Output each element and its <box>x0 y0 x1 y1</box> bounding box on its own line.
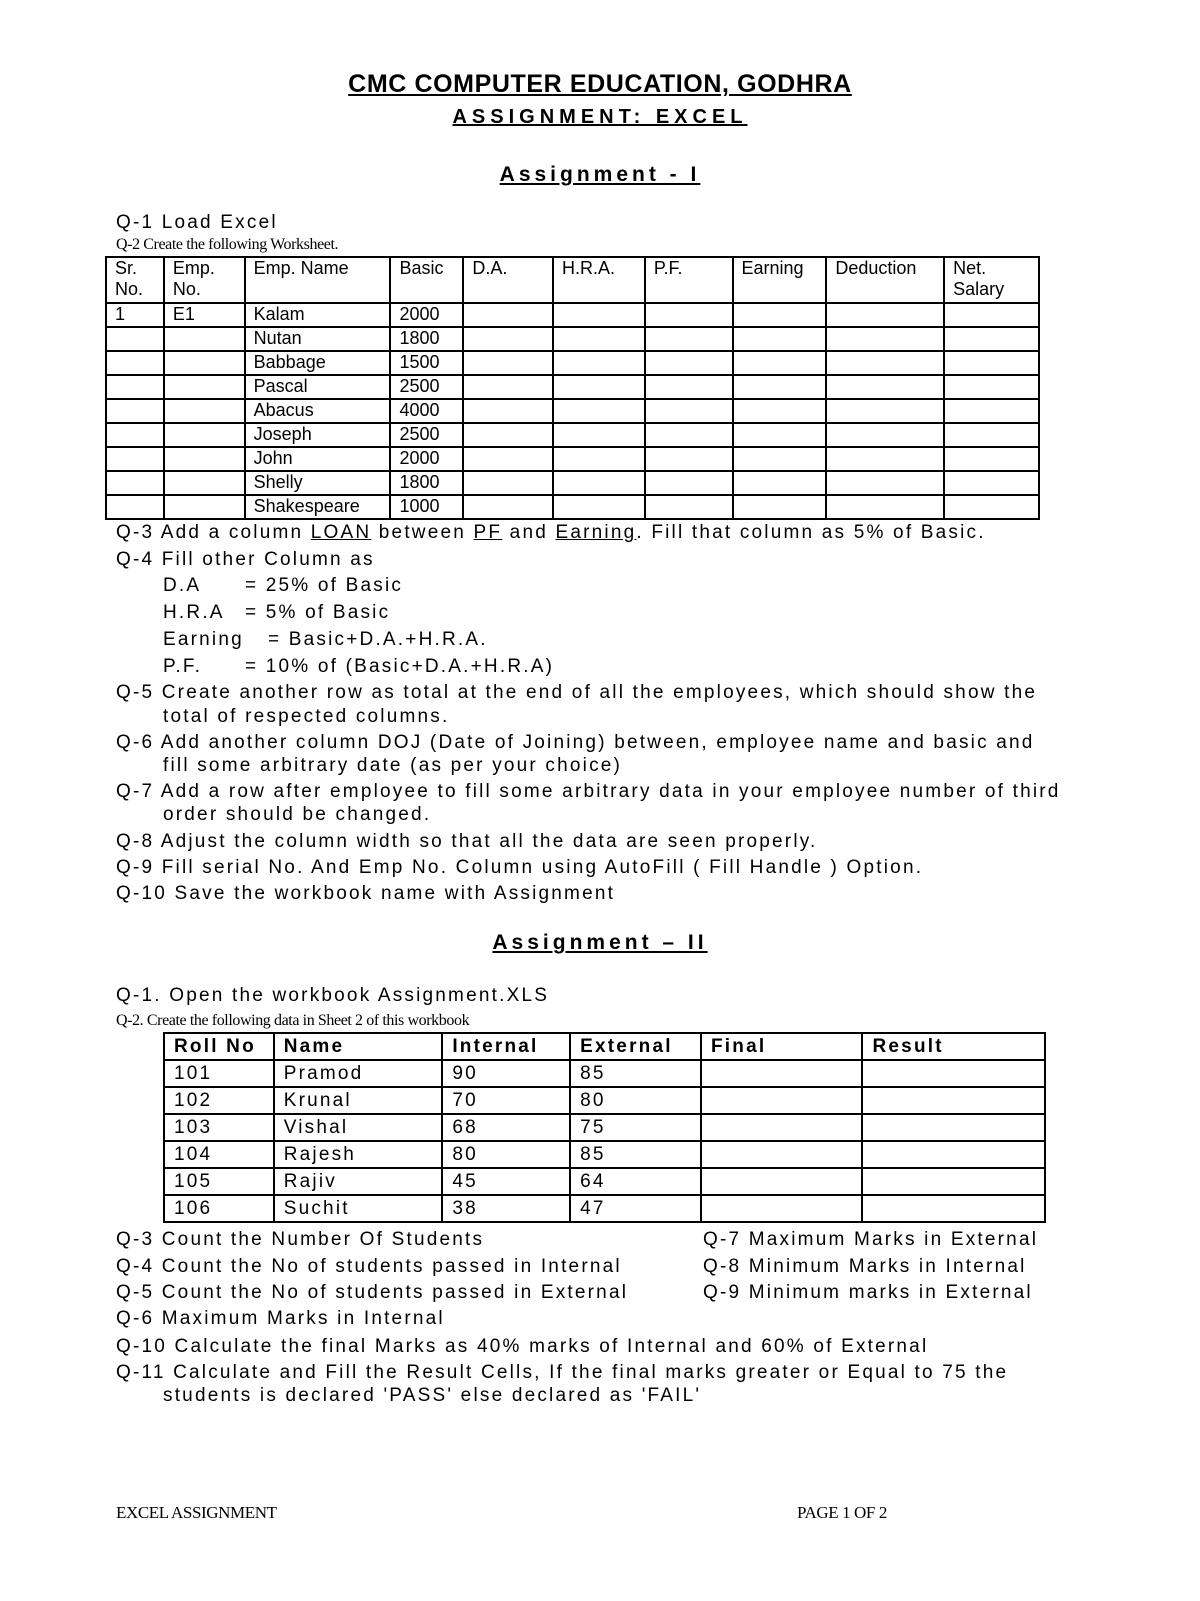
table-cell <box>944 399 1039 423</box>
a2-question-7: Q-7 Maximum Marks in External <box>703 1229 1039 1250</box>
a1-question-5-cont: total of respected columns. <box>163 706 450 727</box>
table-cell <box>553 447 645 471</box>
loan-term: LOAN <box>310 522 372 543</box>
table-cell <box>106 471 164 495</box>
column-header-line: No. <box>115 279 144 299</box>
table-cell: Pramod <box>274 1060 443 1087</box>
table-cell <box>944 423 1039 447</box>
document-subtitle: ASSIGNMENT: EXCEL <box>452 106 748 128</box>
table-cell: E1 <box>164 303 245 327</box>
table-header-row <box>106 257 1039 303</box>
table-cell <box>826 327 944 351</box>
table-cell: 85 <box>570 1060 701 1087</box>
a2-question-8: Q-8 Minimum Marks in Internal <box>703 1256 1027 1277</box>
table-cell <box>826 303 944 327</box>
table-cell: 2000 <box>390 447 463 471</box>
table-cell <box>733 399 827 423</box>
table-cell: 1 <box>106 303 164 327</box>
table-cell <box>701 1168 863 1195</box>
formula-earning-value: = Basic+D.A.+H.R.A. <box>268 629 488 650</box>
column-header-line: Emp. Name <box>253 258 349 278</box>
table-cell <box>944 351 1039 375</box>
column-header <box>826 257 944 303</box>
table-cell <box>645 495 733 519</box>
table-cell <box>733 495 827 519</box>
table-cell <box>944 375 1039 399</box>
table-cell <box>826 351 944 375</box>
table-cell: 1000 <box>390 495 463 519</box>
column-header-line: P.F. <box>653 258 683 278</box>
table-cell: 4000 <box>390 399 463 423</box>
a2-question-6: Q-6 Maximum Marks in Internal <box>116 1308 445 1329</box>
table-cell <box>463 399 553 423</box>
table-cell: 1800 <box>390 471 463 495</box>
table-cell: 104 <box>164 1141 274 1168</box>
table-cell <box>463 303 553 327</box>
table-row <box>106 327 1039 351</box>
table-cell <box>164 399 245 423</box>
table-row <box>106 423 1039 447</box>
table-cell <box>944 495 1039 519</box>
a1-question-6: Q-6 Add another column DOJ (Date of Joining) between, employee name and basic and <box>116 732 1035 753</box>
column-header <box>944 257 1039 303</box>
table-cell <box>553 351 645 375</box>
table-cell: 45 <box>442 1168 570 1195</box>
column-header: External <box>570 1033 701 1060</box>
table-cell <box>553 423 645 447</box>
table-cell: John <box>245 447 391 471</box>
table-cell <box>733 471 827 495</box>
table-cell: 47 <box>570 1195 701 1222</box>
column-header-line: D.A. <box>472 258 508 278</box>
a2-question-5: Q-5 Count the No of students passed in External <box>116 1282 629 1303</box>
table-cell <box>944 471 1039 495</box>
table-cell: 106 <box>164 1195 274 1222</box>
table-cell <box>106 399 164 423</box>
a1-question-9: Q-9 Fill serial No. And Emp No. Column using AutoFill ( Fill Handle ) Option. <box>116 857 924 878</box>
table-cell <box>164 471 245 495</box>
table-cell <box>862 1087 1045 1114</box>
formula-pf-value: = 10% of (Basic+D.A.+H.R.A) <box>245 656 555 677</box>
column-header <box>463 257 553 303</box>
table-cell <box>645 303 733 327</box>
a1-question-1: Q-1 Load Excel <box>116 212 278 233</box>
table-cell: 64 <box>570 1168 701 1195</box>
table-row <box>164 1060 1045 1087</box>
table-cell <box>553 375 645 399</box>
table-cell <box>701 1141 863 1168</box>
table-cell <box>164 375 245 399</box>
table-cell <box>645 471 733 495</box>
table-cell <box>944 303 1039 327</box>
table-cell: Babbage <box>245 351 391 375</box>
table-cell: 103 <box>164 1114 274 1141</box>
assignment-2-heading: Assignment – II <box>492 931 708 954</box>
pf-term: PF <box>473 522 503 543</box>
column-header-line: Emp. <box>172 258 215 278</box>
table-cell: Nutan <box>245 327 391 351</box>
table-row <box>164 1168 1045 1195</box>
table-cell <box>645 351 733 375</box>
table-cell <box>553 495 645 519</box>
a1-question-10: Q-10 Save the workbook name with Assignment <box>116 883 616 904</box>
table-row <box>106 399 1039 423</box>
table-cell <box>106 447 164 471</box>
column-header-line: Basic <box>399 258 444 278</box>
column-header: Final <box>701 1033 863 1060</box>
table-cell: 70 <box>442 1087 570 1114</box>
table-cell <box>553 303 645 327</box>
formula-hra-label: H.R.A <box>163 602 225 623</box>
table-cell: Suchit <box>274 1195 443 1222</box>
table-cell: Shelly <box>245 471 391 495</box>
table-cell <box>701 1195 863 1222</box>
table-cell <box>106 423 164 447</box>
table-cell: Abacus <box>245 399 391 423</box>
table-cell <box>164 447 245 471</box>
table-cell <box>645 447 733 471</box>
table-cell <box>553 327 645 351</box>
table-cell <box>701 1060 863 1087</box>
formula-da-value: = 25% of Basic <box>245 575 404 596</box>
column-header-line: Net. <box>953 258 987 278</box>
column-header <box>645 257 733 303</box>
a1-question-2: Q-2 Create the following Worksheet. <box>116 236 339 253</box>
a2-question-2: Q-2. Create the following data in Sheet 2 of this workbook <box>116 1012 470 1029</box>
column-header: Roll No <box>164 1033 274 1060</box>
table-header-row <box>164 1033 1045 1060</box>
column-header-line: H.R.A. <box>562 258 616 278</box>
table-cell <box>862 1195 1045 1222</box>
table-cell <box>862 1168 1045 1195</box>
footer-page-number: PAGE 1 OF 2 <box>797 1503 887 1522</box>
column-header-line: Earning <box>741 258 804 278</box>
column-header: Name <box>274 1033 443 1060</box>
table-cell <box>463 375 553 399</box>
a2-question-3: Q-3 Count the Number Of Students <box>116 1229 485 1250</box>
table-cell <box>701 1087 863 1114</box>
column-header <box>164 257 245 303</box>
formula-hra-value: = 5% of Basic <box>245 602 391 623</box>
table-cell <box>733 375 827 399</box>
column-header <box>390 257 463 303</box>
a2-question-9: Q-9 Minimum marks in External <box>703 1282 1033 1303</box>
table-cell <box>106 327 164 351</box>
column-header-line: No. <box>172 279 201 299</box>
table-row <box>106 495 1039 519</box>
table-cell <box>645 423 733 447</box>
table-cell <box>944 327 1039 351</box>
a1-question-3: Q-3 Add a column LOAN between PF and Earning. Fill that column as 5% of Basic. <box>116 522 986 543</box>
table-row <box>164 1087 1045 1114</box>
table-cell <box>463 327 553 351</box>
column-header-line: Salary <box>953 279 1005 299</box>
table-cell <box>862 1141 1045 1168</box>
table-cell: 101 <box>164 1060 274 1087</box>
a1-question-4: Q-4 Fill other Column as <box>116 549 375 570</box>
document-title: CMC COMPUTER EDUCATION, GODHRA <box>348 70 852 98</box>
table-cell: 1500 <box>390 351 463 375</box>
table-cell: 38 <box>442 1195 570 1222</box>
a1-question-7: Q-7 Add a row after employee to fill some arbitrary data in your employee number of third <box>116 781 1061 802</box>
table-row <box>106 471 1039 495</box>
table-cell: Kalam <box>245 303 391 327</box>
table-cell: Pascal <box>245 375 391 399</box>
table-cell <box>553 471 645 495</box>
table-cell <box>826 375 944 399</box>
table-cell <box>164 423 245 447</box>
table-cell: 80 <box>570 1087 701 1114</box>
table-cell <box>826 423 944 447</box>
table-cell: Krunal <box>274 1087 443 1114</box>
table-cell: 2500 <box>390 375 463 399</box>
column-header-line: Deduction <box>835 258 917 278</box>
table-cell: 75 <box>570 1114 701 1141</box>
table-cell <box>733 303 827 327</box>
table-row <box>106 375 1039 399</box>
a1-question-6-cont: fill some arbitrary date (as per your choice) <box>163 755 623 776</box>
table-cell <box>826 471 944 495</box>
table-cell: 80 <box>442 1141 570 1168</box>
table-cell: Rajesh <box>274 1141 443 1168</box>
table-row <box>106 447 1039 471</box>
a1-question-7-cont: order should be changed. <box>163 804 432 825</box>
table-cell <box>463 447 553 471</box>
table-cell <box>701 1114 863 1141</box>
table-cell <box>164 495 245 519</box>
table-cell <box>645 375 733 399</box>
column-header: Result <box>862 1033 1045 1060</box>
table-cell: 85 <box>570 1141 701 1168</box>
table-cell <box>463 351 553 375</box>
table-cell <box>733 423 827 447</box>
table-cell: 2000 <box>390 303 463 327</box>
table-cell <box>826 447 944 471</box>
column-header <box>733 257 827 303</box>
column-header-line: Sr. <box>115 258 138 278</box>
table-row <box>164 1141 1045 1168</box>
table-cell <box>106 495 164 519</box>
table-cell <box>106 375 164 399</box>
a2-question-1: Q-1. Open the workbook Assignment.XLS <box>116 985 550 1006</box>
a2-question-4: Q-4 Count the No of students passed in Internal <box>116 1256 622 1277</box>
table-cell <box>463 495 553 519</box>
table-cell <box>862 1114 1045 1141</box>
a1-question-5: Q-5 Create another row as total at the end of all the employees, which should show the <box>116 682 1038 703</box>
table-cell <box>106 351 164 375</box>
table-cell <box>645 327 733 351</box>
table-cell <box>164 327 245 351</box>
column-header <box>106 257 164 303</box>
column-header <box>553 257 645 303</box>
table-cell: Vishal <box>274 1114 443 1141</box>
formula-earning-label: Earning <box>163 629 244 650</box>
table-cell <box>733 447 827 471</box>
table-cell: Joseph <box>245 423 391 447</box>
table-cell <box>733 351 827 375</box>
student-marks-table <box>163 1032 1046 1223</box>
a2-question-11: Q-11 Calculate and Fill the Result Cells, If the final marks greater or Equal to 75 the <box>116 1362 1009 1383</box>
table-cell: 102 <box>164 1087 274 1114</box>
a2-question-11-cont: students is declared 'PASS' else declared as 'FAIL' <box>163 1385 702 1406</box>
assignment-1-heading: Assignment - I <box>499 163 701 186</box>
table-cell <box>164 351 245 375</box>
table-cell <box>553 399 645 423</box>
column-header <box>245 257 391 303</box>
table-cell: Rajiv <box>274 1168 443 1195</box>
table-cell: 105 <box>164 1168 274 1195</box>
table-cell: 90 <box>442 1060 570 1087</box>
table-row <box>106 351 1039 375</box>
column-header: Internal <box>442 1033 570 1060</box>
table-cell: 68 <box>442 1114 570 1141</box>
table-cell <box>944 447 1039 471</box>
formula-pf-label: P.F. <box>163 656 203 677</box>
footer-left: EXCEL ASSIGNMENT <box>116 1503 277 1522</box>
earning-term: Earning <box>555 522 637 543</box>
table-cell: Shakespeare <box>245 495 391 519</box>
table-cell <box>826 399 944 423</box>
table-row <box>106 303 1039 327</box>
table-cell <box>463 423 553 447</box>
employee-salary-table <box>105 256 1040 520</box>
a2-question-10: Q-10 Calculate the final Marks as 40% marks of Internal and 60% of External <box>116 1336 929 1357</box>
table-cell: 2500 <box>390 423 463 447</box>
table-cell <box>645 399 733 423</box>
table-cell <box>463 471 553 495</box>
table-cell <box>862 1060 1045 1087</box>
table-row <box>164 1114 1045 1141</box>
table-cell <box>826 495 944 519</box>
a1-question-8: Q-8 Adjust the column width so that all the data are seen properly. <box>116 831 818 852</box>
table-cell <box>733 327 827 351</box>
table-row <box>164 1195 1045 1222</box>
formula-da-label: D.A <box>163 575 202 596</box>
table-cell: 1800 <box>390 327 463 351</box>
